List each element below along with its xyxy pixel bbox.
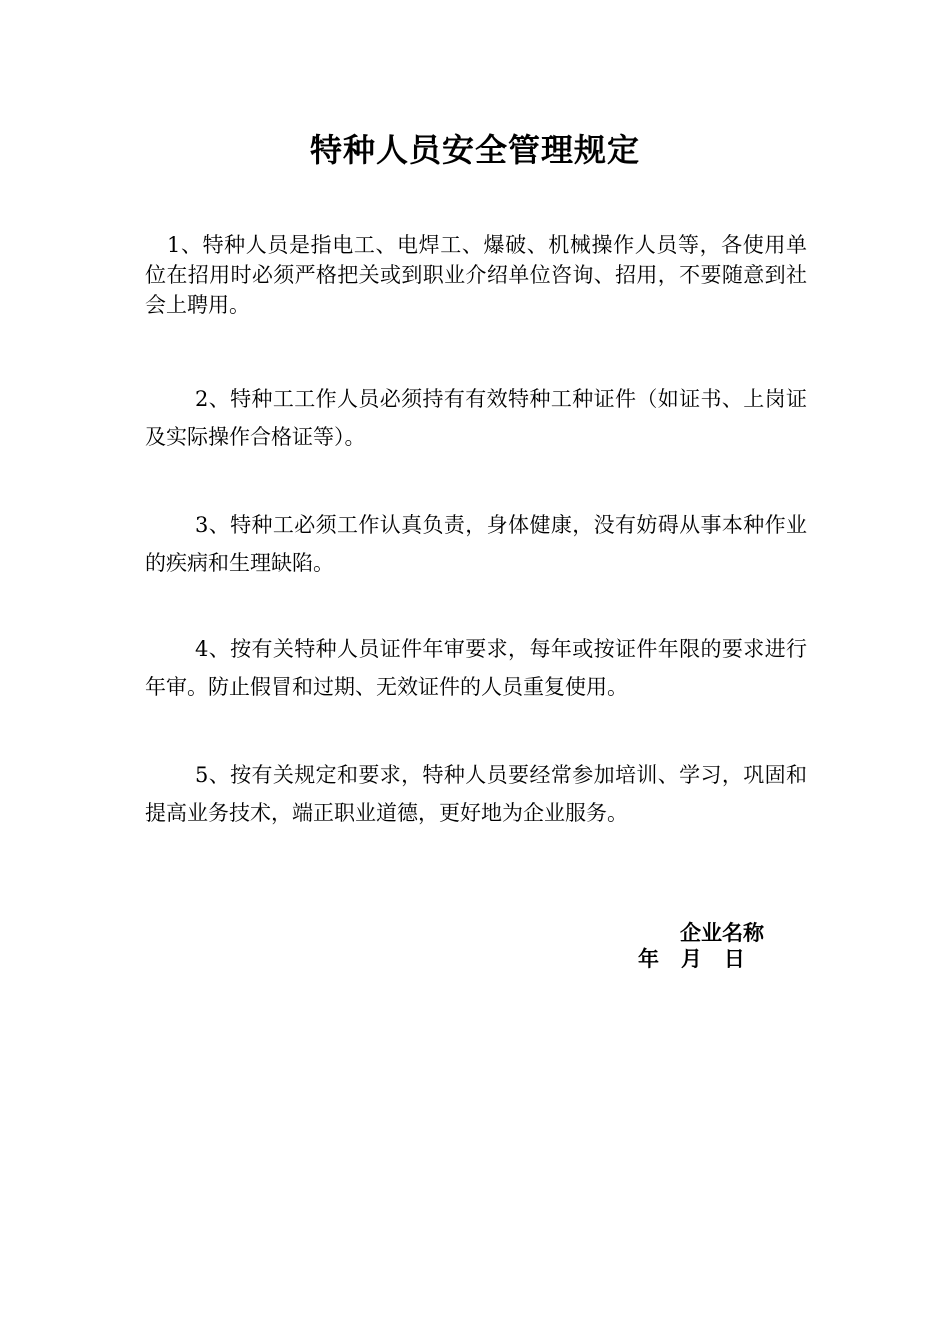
document-title: 特种人员安全管理规定 [309, 131, 640, 169]
rule-paragraph-5: 5、按有关规定和要求，特种人员要经常参加培训、学习，巩固和提高业务技术，端正职业道德，更好地为企业服务。 [145, 763, 807, 825]
rule-paragraph-1: 1、特种人员是指电工、电焊工、爆破、机械操作人员等，各使用单位在招用时必须严格把关或到职业介绍单位咨询、招用，不要随意到社会上聘用。 [145, 233, 807, 317]
rule-paragraph-4: 4、按有关特种人员证件年审要求，每年或按证件年限的要求进行年审。防止假冒和过期、无效证件的人员重复使用。 [145, 637, 807, 699]
rule-paragraph-2: 2、特种工工作人员必须持有有效特种工种证件（如证书、上岗证及实际操作合格证等）。 [145, 387, 807, 449]
signature-company-name: 企业名称 [680, 921, 764, 945]
signature-date: 年 月 日 [638, 947, 745, 971]
rule-paragraph-3: 3、特种工必须工作认真负责，身体健康，没有妨碍从事本种作业的疾病和生理缺陷。 [145, 513, 807, 575]
